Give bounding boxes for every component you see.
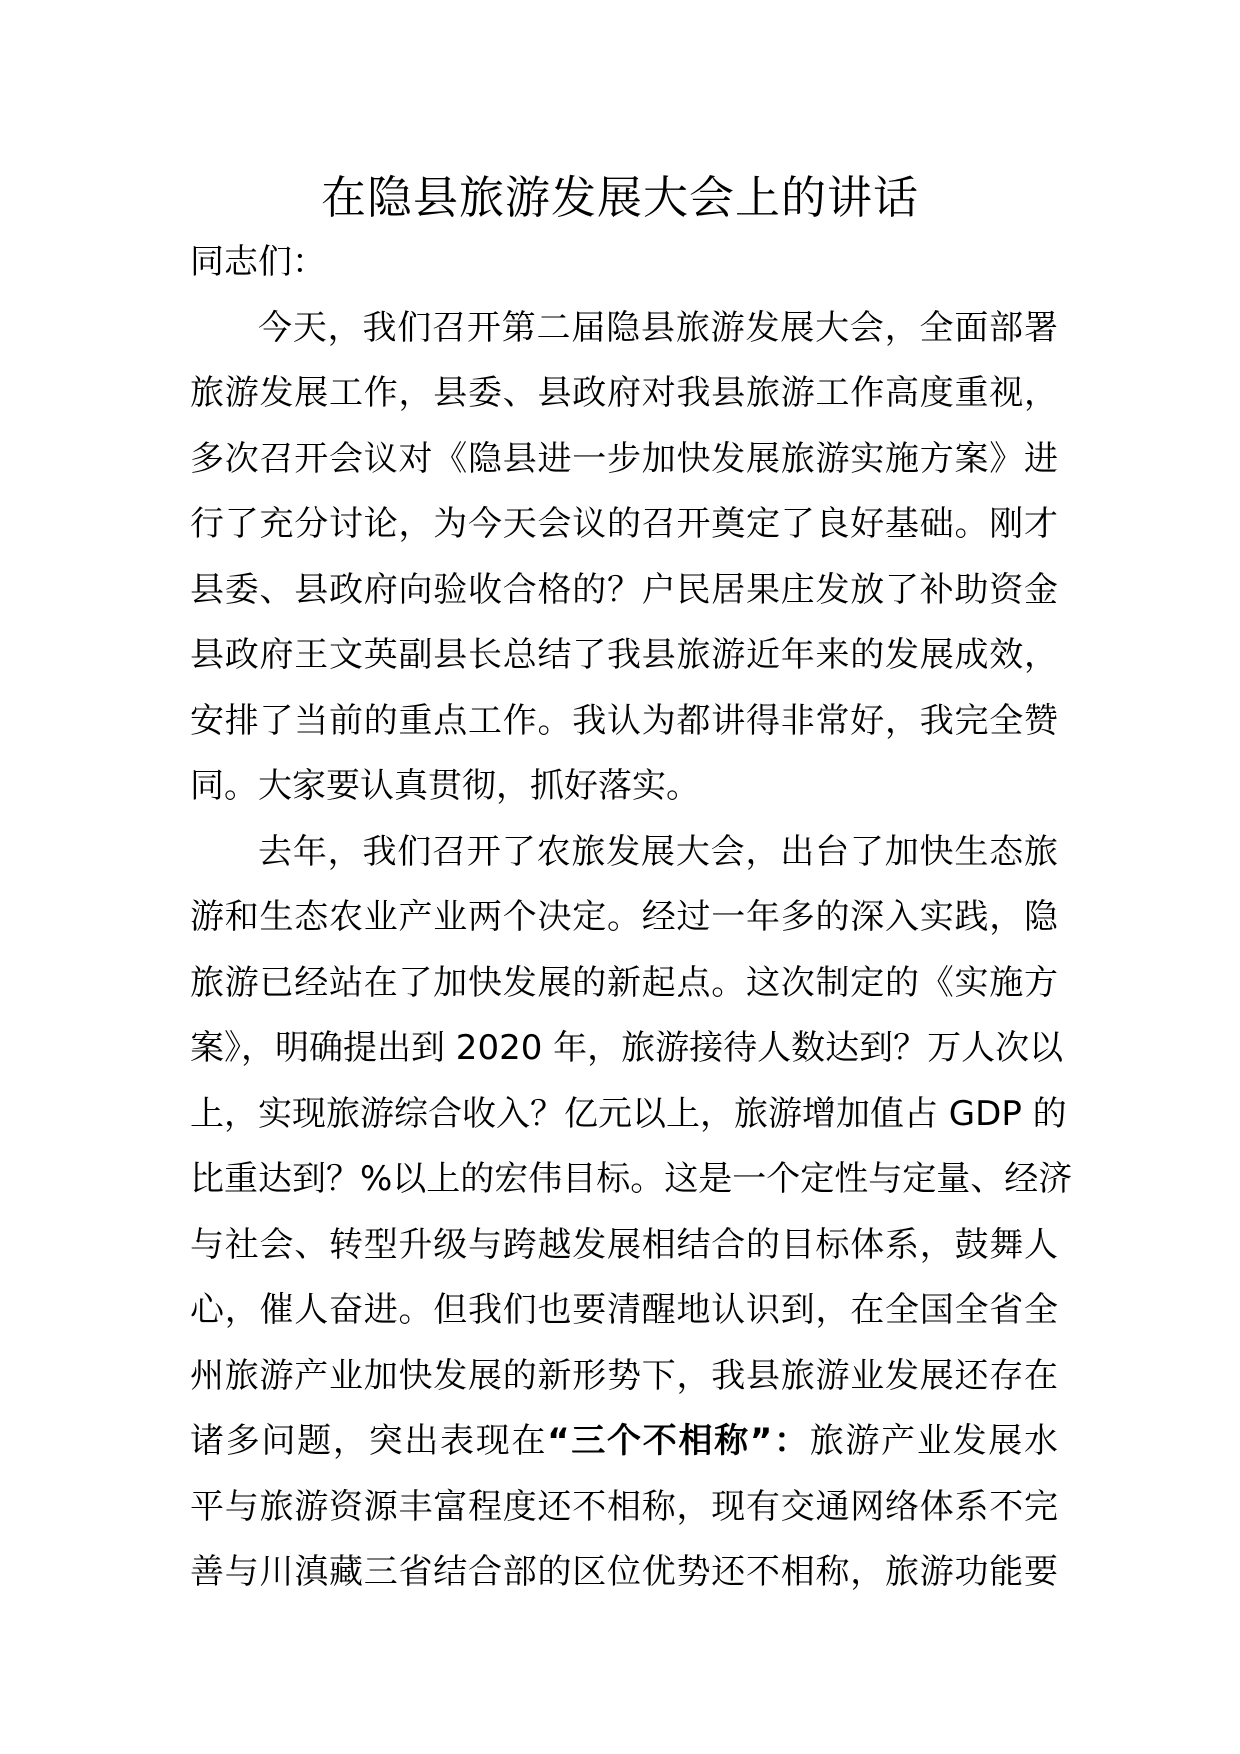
document-title: 在隐县旅游发展大会上的讲话 <box>320 171 919 224</box>
paragraph-1 <box>190 296 1058 820</box>
text-line: 旅游已经站在了加快发展的新起点。这次制定的《实施方 <box>190 962 1058 1003</box>
text-line: 安排了当前的重点工作。我认为都讲得非常好，我完全赞 <box>190 700 1058 741</box>
text-line: 与社会、转型升级与跨越发展相结合的目标体系，鼓舞人 <box>190 1224 1058 1265</box>
text-line: 去年，我们召开了农旅发展大会，出台了加快生态旅 <box>258 831 1058 872</box>
text-line: 游和生态农业产业两个决定。经过一年多的深入实践，隐 <box>190 897 1058 937</box>
text-line: 旅游发展工作，县委、县政府对我县旅游工作高度重视， <box>190 373 1058 413</box>
text-fragment: 诸多问题，突出表现在 <box>190 1421 548 1461</box>
text-line: 平与旅游资源丰富程度还不相称，现有交通网络体系不完 <box>190 1486 1058 1527</box>
text-line: 州旅游产业加快发展的新形势下，我县旅游业发展还存在 <box>190 1355 1058 1396</box>
emphasis-text: “三个不相称”： <box>547 1421 810 1461</box>
text-line: 比重达到？%以上的宏伟目标。这是一个定性与定量、经济 <box>190 1159 1073 1199</box>
text-line: 心，催人奋进。但我们也要清醒地认识到，在全国全省全 <box>190 1290 1058 1330</box>
text-fragment: 旅游产业发展水 <box>809 1421 1059 1461</box>
document-body <box>190 230 1073 1606</box>
text-line: 今天，我们召开第二届隐县旅游发展大会，全面部署 <box>258 307 1058 348</box>
text-line: 行了充分讨论，为今天会议的召开奠定了良好基础。刚才 <box>190 504 1058 544</box>
text-line: 县政府王文英副县长总结了我县旅游近年来的发展成效， <box>190 635 1058 675</box>
text-line: 同。大家要认真贯彻，抓好落实。 <box>190 766 700 806</box>
text-line: 善与川滇藏三省结合部的区位优势还不相称，旅游功能要 <box>190 1552 1058 1592</box>
text-line: 县委、县政府向验收合格的？户民居果庄发放了补助资金 <box>190 569 1058 610</box>
salutation: 同志们： <box>190 242 326 282</box>
paragraph-2 <box>190 820 1073 1606</box>
text-line: 上，实现旅游综合收入？亿元以上，旅游增加值占 GDP 的 <box>190 1093 1067 1134</box>
text-line: 案》，明确提出到 2020 年，旅游接待人数达到？万人次以 <box>190 1028 1064 1068</box>
emphasis-line <box>190 1409 1058 1475</box>
text-line: 多次召开会议对《隐县进一步加快发展旅游实施方案》进 <box>190 438 1058 479</box>
